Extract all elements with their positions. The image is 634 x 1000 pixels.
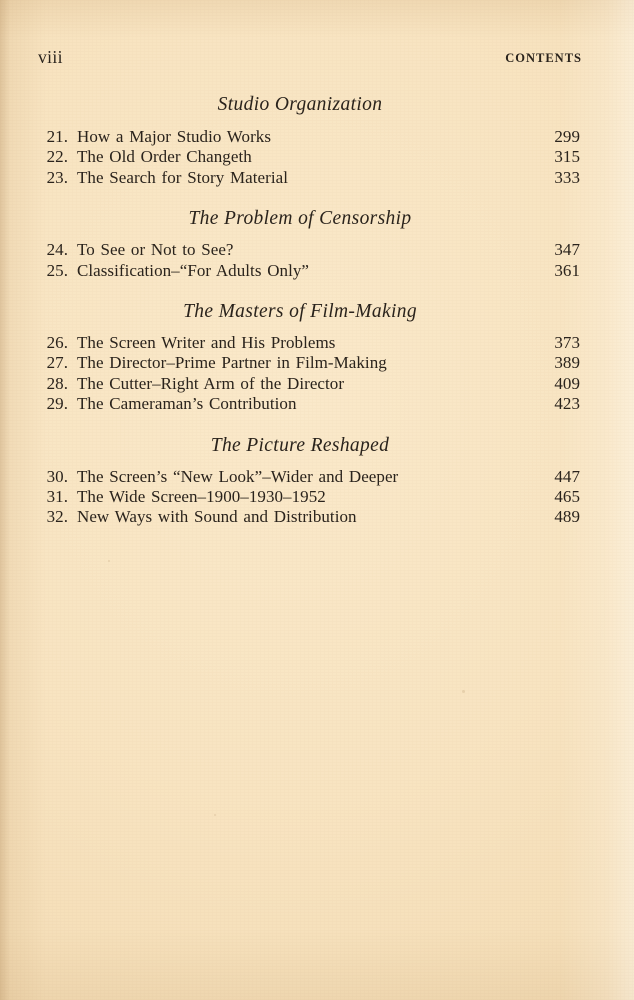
toc-entry-title: The Director–Prime Partner in Film-Making — [77, 353, 387, 373]
toc-entry-title: The Cutter–Right Arm of the Director — [77, 373, 345, 393]
toc-entry-number: 28. — [46, 373, 68, 393]
toc-entry-page-number: 409 — [554, 373, 580, 393]
toc-entry-page-number: 389 — [554, 353, 580, 373]
toc-entry-title: The Wide Screen–1900–1930–1952 — [77, 487, 326, 507]
toc-entry[interactable] — [38, 507, 580, 527]
toc-entry-page-number: 315 — [554, 147, 580, 167]
toc-entry-page-number: 347 — [554, 240, 580, 260]
toc-entry[interactable] — [38, 240, 580, 260]
toc-entry-title: To See or Not to See? — [77, 240, 234, 260]
toc-entry-page-number: 373 — [554, 333, 580, 353]
toc-entry-number: 21. — [46, 127, 68, 146]
toc-entry[interactable] — [38, 487, 580, 507]
toc-entry[interactable] — [38, 394, 580, 414]
toc-entry-title: The Cameraman’s Contribution — [77, 394, 297, 414]
toc-entry-number: 22. — [46, 147, 68, 167]
toc-entry-title: New Ways with Sound and Distribution — [77, 507, 357, 527]
toc-entry-number: 32. — [46, 507, 68, 527]
paper-speck — [108, 560, 110, 562]
table-of-contents — [38, 92, 580, 528]
toc-entry-page-number: 465 — [554, 487, 580, 507]
toc-entry-page-number: 423 — [554, 394, 580, 414]
toc-entry-page-number: 299 — [554, 127, 580, 146]
toc-entry-title: Classification–“For Adults Only” — [77, 260, 309, 280]
toc-section — [38, 433, 580, 528]
toc-entry-number: 30. — [46, 466, 68, 486]
toc-section — [38, 299, 580, 415]
toc-section-title: The Problem of Censorship — [188, 208, 412, 230]
running-head — [38, 46, 582, 68]
toc-entry-number: 29. — [46, 394, 68, 414]
toc-entry[interactable] — [38, 467, 580, 487]
paper-speck — [462, 690, 465, 693]
toc-entry-number: 25. — [46, 260, 68, 280]
toc-entry[interactable] — [38, 374, 580, 394]
toc-entry-page-number: 489 — [554, 507, 580, 527]
toc-entry-number: 31. — [46, 487, 68, 507]
toc-section-title: The Picture Reshaped — [210, 434, 390, 456]
toc-section — [38, 92, 580, 188]
toc-entry-title: The Search for Story Material — [77, 167, 288, 187]
running-head-title: CONTENTS — [505, 51, 582, 65]
toc-entry-title: The Old Order Changeth — [77, 147, 252, 167]
paper-speck — [214, 814, 216, 816]
toc-section-title: Studio Organization — [217, 94, 383, 115]
toc-entry[interactable] — [38, 127, 580, 147]
toc-section — [38, 206, 580, 281]
toc-entry-title: The Screen’s “New Look”–Wider and Deeper — [77, 466, 399, 486]
toc-entry-number: 24. — [46, 240, 68, 260]
toc-entry[interactable] — [38, 168, 580, 188]
toc-entry-number: 23. — [46, 167, 68, 187]
toc-entry-title: How a Major Studio Works — [77, 127, 271, 146]
toc-entry[interactable] — [38, 333, 580, 353]
toc-entry-number: 26. — [46, 333, 68, 353]
toc-entry-page-number: 447 — [554, 466, 580, 486]
toc-entry-title: The Screen Writer and His Problems — [77, 333, 336, 353]
toc-entry-page-number: 333 — [554, 167, 580, 187]
page-folio: viii — [38, 47, 63, 67]
toc-section-title: The Masters of Film-Making — [183, 301, 417, 323]
toc-entry[interactable] — [38, 261, 580, 281]
toc-entry[interactable] — [38, 353, 580, 373]
toc-entry-page-number: 361 — [554, 260, 580, 280]
toc-entry-number: 27. — [46, 353, 68, 373]
toc-entry[interactable] — [38, 147, 580, 167]
